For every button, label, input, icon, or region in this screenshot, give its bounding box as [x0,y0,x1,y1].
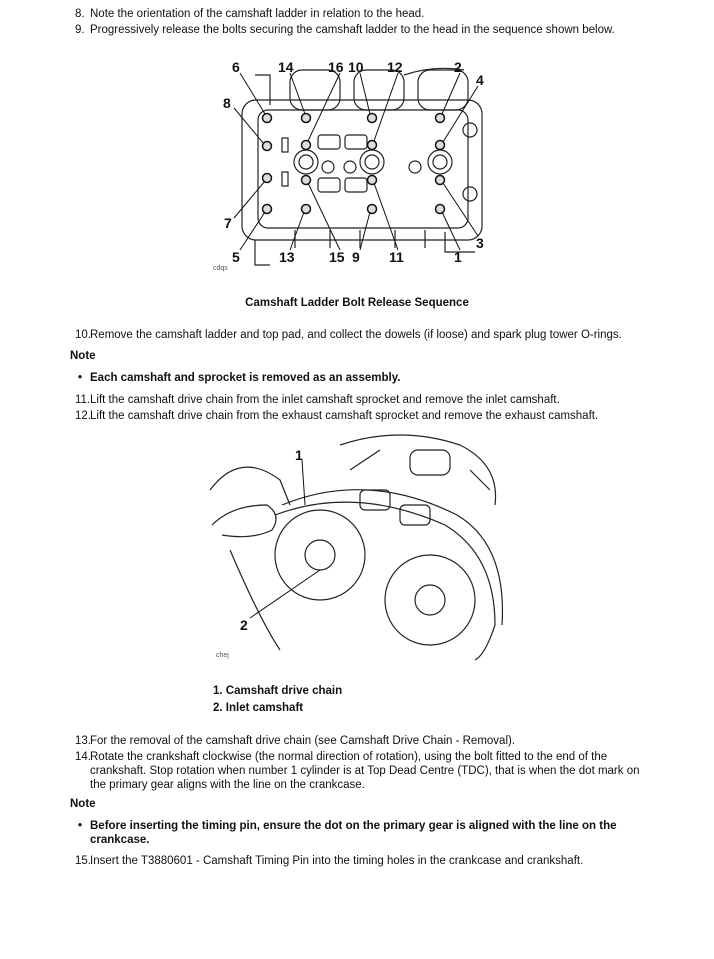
callout-label: 2 [240,617,248,633]
bolt-label: 16 [328,59,344,75]
bolt-label: 6 [232,59,240,75]
step-9: 9. Progressively release the bolts securing the camshaft ladder to the head in the sequence shown below. [75,24,615,36]
bolt-label: 5 [232,249,240,265]
step-11: 11. Lift the camshaft drive chain from the inlet camshaft sprocket and remove the inlet camshaft. [75,394,560,406]
bolt-label: 9 [352,249,360,265]
callout-label: 1 [295,447,303,463]
step-15: 15. Insert the T3880601 - Camshaft Timing Pin into the timing holes in the crankcase and crankshaft. [75,855,584,867]
note-heading: Note [70,798,96,810]
note-bullet: • Before inserting the timing pin, ensure the dot on the primary gear is aligned with the line on the crankcase. [78,820,617,846]
bolt-label: 12 [387,59,403,75]
legend-item: 2. Inlet camshaft [213,702,304,714]
bolt-label: 1 [454,249,462,265]
camshaft-chain-illustration [0,430,714,665]
step-8: 8. Note the orientation of the camshaft ladder in relation to the head. [75,8,425,20]
bolt-label: 3 [476,235,484,251]
step-12: 12. Lift the camshaft drive chain from the exhaust camshaft sprocket and remove the exhaust camshaft. [75,410,599,422]
bolt-label: 10 [348,59,364,75]
bolt-label: 11 [389,249,404,265]
bolt-label: 14 [278,59,294,75]
figure-code: cdqs [213,265,228,272]
note-bullet: • Each camshaft and sprocket is removed as an assembly. [78,372,401,384]
bolt-label: 15 [329,249,345,265]
legend-item: 1. Camshaft drive chain [213,685,343,697]
bolt-label: 13 [279,249,295,265]
bolt-label: 4 [476,72,484,88]
camshaft-ladder-diagram [0,0,714,290]
bolt-label: 7 [224,215,232,231]
note-heading: Note [70,350,96,362]
figure-code: chej [216,652,229,659]
figure-caption: Camshaft Ladder Bolt Release Sequence [245,297,469,309]
bolt-label: 2 [454,59,462,75]
step-14: 14. Rotate the crankshaft clockwise (the normal direction of rotation), using the bolt fitted to the end of the crankshaft. Stop rotation when number 1 cylinder is at Top Dead Centre (TDC), that is when the dot mark on the primary gear aligns with the line on the crankcase. [75,751,640,791]
step-10: 10. Remove the camshaft ladder and top pad, and collect the dowels (if loose) and spark plug tower O-rings. [75,329,622,341]
step-13: 13. For the removal of the camshaft drive chain (see Camshaft Drive Chain - Removal). [75,735,516,747]
bolt-label: 8 [223,95,231,111]
